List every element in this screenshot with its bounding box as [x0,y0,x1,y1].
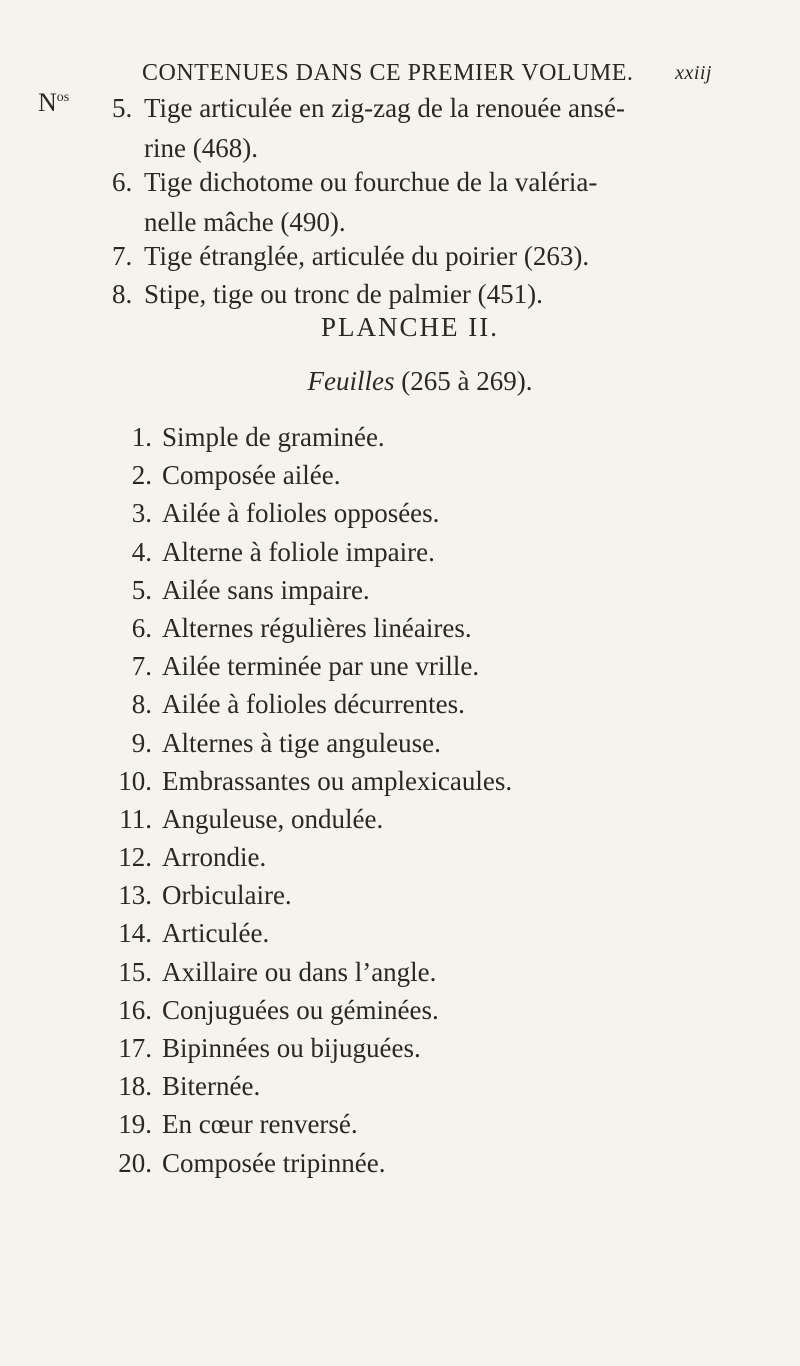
item-number: 14. [118,918,152,949]
entry-text-line1: Tige étranglée, articulée du poirier (263). [144,241,590,271]
item-text: Composée ailée. [162,460,341,491]
list-item [96,456,736,494]
margin-label-main: N [38,88,57,117]
item-number: 18. [118,1071,152,1102]
item-number: 4. [131,536,152,567]
item-number: 16. [118,994,152,1025]
list-item [96,838,736,876]
entry-number: 5. [112,93,133,123]
item-text: Axillaire ou dans l’angle. [162,956,437,987]
plate-subtitle-range: (265 à 269). [394,366,533,396]
list-item [96,609,736,647]
item-text: Alternes à tige anguleuse. [162,727,441,758]
item-text: Conjuguées ou géminées. [162,994,439,1025]
item-text: Articulée. [162,918,270,949]
item-text: En cœur renversé. [162,1109,358,1140]
leaf-list [96,418,736,1182]
item-text: Alternes régulières linéaires. [162,612,472,643]
list-item [96,762,736,800]
item-number: 13. [118,880,152,911]
list-item [96,1105,736,1143]
plate-subtitle-italic: Feuilles [307,366,395,396]
list-item [96,571,736,609]
entry-number: 6. [112,167,133,197]
running-head-title: CONTENUES DANS CE PREMIER VOLUME. [142,60,634,86]
stem-entry-5 [112,88,732,168]
item-number: 7. [131,651,152,682]
plate-subtitle [0,366,800,397]
list-item [96,1029,736,1067]
margin-label-sup: os [56,90,70,105]
item-number: 8. [131,689,152,720]
item-number: 19. [118,1109,152,1140]
item-text: Alterne à foliole impaire. [162,536,435,567]
list-item [96,685,736,723]
item-number: 20. [118,1147,152,1178]
item-text: Simple de graminée. [162,422,385,452]
stem-entry-8 [112,274,732,314]
numbers-margin-label [38,88,69,118]
list-item [96,1067,736,1105]
item-text: Biternée. [162,1071,261,1102]
item-number: 5. [131,574,152,605]
item-text: Ailée à folioles opposées. [162,498,440,529]
list-item [96,991,736,1029]
stem-entry-6 [112,162,732,242]
stem-entry-7 [112,236,732,276]
list-item [96,1144,736,1182]
item-number: 10. [118,765,152,796]
item-text: Composée tripinnée. [162,1147,386,1178]
item-number: 9. [131,727,152,758]
item-text: Anguleuse, ondulée. [162,803,384,834]
list-item [96,647,736,685]
entry-text-line1: Tige articulée en zig-zag de la renouée ansé- [144,93,626,123]
item-number: 1. [131,422,152,452]
item-number: 2. [131,460,152,491]
item-text: Embrassantes ou amplexicaules. [162,765,513,796]
item-number: 6. [131,612,152,643]
list-item [96,876,736,914]
item-text: Arrondie. [162,842,267,873]
item-number: 11. [119,803,152,834]
entry-text-line2: nelle mâche (490). [144,207,346,237]
item-text: Ailée sans impaire. [162,574,370,605]
list-item [96,914,736,952]
list-item [96,800,736,838]
item-number: 3. [131,498,152,529]
entry-number: 8. [112,279,133,309]
page-number: xxiij [675,62,712,84]
list-item [96,494,736,532]
list-item [96,953,736,991]
entry-number: 7. [112,241,133,271]
item-text: Bipinnées ou bijuguées. [162,1033,421,1063]
item-number: 17. [118,1033,152,1063]
item-text: Ailée à folioles décurrentes. [162,689,465,720]
list-item [96,418,736,456]
entry-text-line1: Stipe, tige ou tronc de palmier (451). [144,279,543,309]
item-number: 15. [118,956,152,987]
entry-text-line2: rine (468). [144,133,258,163]
item-number: 12. [118,842,152,873]
item-text: Ailée terminée par une vrille. [162,651,480,682]
plate-heading: PLANCHE II. [321,312,499,342]
list-item [96,724,736,762]
list-item [96,533,736,571]
item-text: Orbiculaire. [162,880,292,911]
entry-text-line1: Tige dichotome ou fourchue de la valéria- [144,167,598,197]
running-head [142,60,712,87]
